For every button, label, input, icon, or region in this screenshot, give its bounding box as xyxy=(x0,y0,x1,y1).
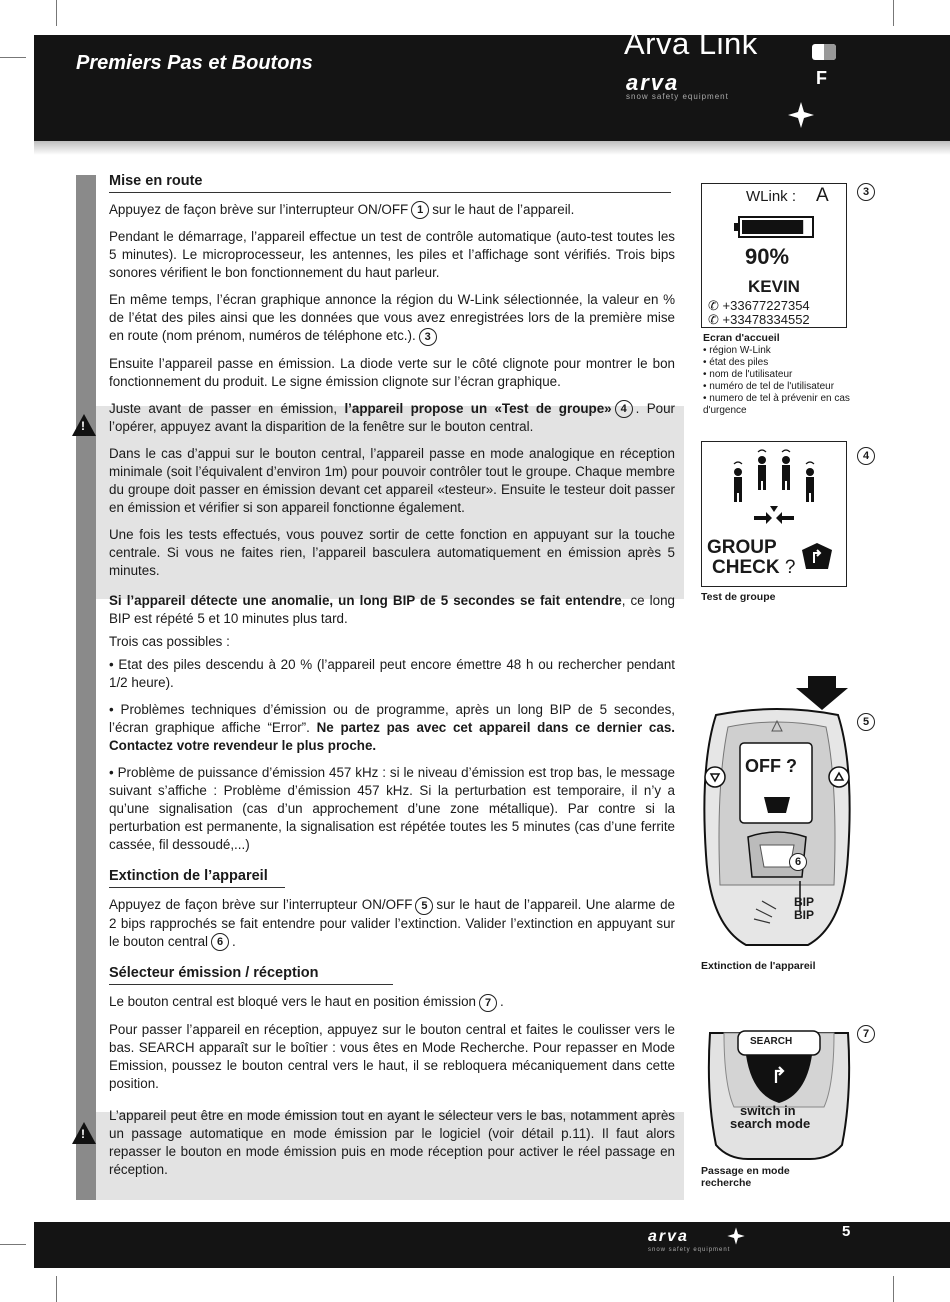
list-item: • nom de l'utilisateur xyxy=(703,369,853,381)
group-people-icon xyxy=(726,446,822,526)
paragraph: Appuyez de façon brève sur l’interrupteur ON/OFF 1 sur le haut de l’appareil. xyxy=(109,201,675,219)
phone-icon: ✆ xyxy=(708,298,719,313)
figure-caption: Passage en mode recherche xyxy=(701,1165,790,1189)
footer-tagline: snow safety equipment xyxy=(648,1247,731,1253)
list-item: • état des piles xyxy=(703,357,853,369)
switch-line2: search mode xyxy=(730,1116,811,1131)
warning-paragraph: Dans le cas d’appui sur le bouton central, l’appareil passe en mode analogique en réception minimale (soit l’équivalent d’environ 1m) pour pouvoir contrôler tout le groupe. Chaque membre du groupe doit passer en émission devant cet appareil «testeur». Ensuite le testeur doit passer en émission et vérifier si son appareil fonctionne également. xyxy=(109,446,675,516)
user-phone: ✆ +33677227354 xyxy=(708,298,810,313)
figure-caption: Test de groupe xyxy=(701,591,776,603)
footer-logo: arva xyxy=(648,1228,689,1245)
header-shadow xyxy=(34,141,950,155)
language-flag-icon xyxy=(812,44,836,60)
group-check-line2: CHECK ? xyxy=(712,557,796,578)
paragraph: • Problèmes techniques d’émission ou de programme, après un long BIP de 5 secondes, l’écran graphique affiche “Error”. Ne partez pas avec cet appareil dans ce dernier cas. Contactez votre revendeur le plus proche. xyxy=(109,702,675,754)
section-heading: Extinction de l’appareil xyxy=(109,867,285,888)
warning-paragraph: L’appareil peut être en mode émission tout en ayant le sélecteur vers le bas, notamment après un passage automatique en mode émission par le logiciel (voir détail p.11). Il faut alors repasser le bouton en mode émission puis en mode réception pour activer le réel passage en réception. xyxy=(109,1107,675,1177)
home-screen-legend xyxy=(703,345,853,417)
main-content xyxy=(109,172,675,1188)
list-item: • numero de tel à prévenir en cas d'urgence xyxy=(703,393,853,417)
paragraph: Si l’appareil détecte une anomalie, un long BIP de 5 secondes se fait entendre, ce long BIP est répété 5 et 10 minutes plus tard. xyxy=(109,593,675,627)
list-item: • région W-Link xyxy=(703,345,853,357)
page-number: 5 xyxy=(842,1223,851,1240)
figure-number: 6 xyxy=(789,853,807,871)
left-margin-bar xyxy=(76,175,96,1200)
battery-percent: 90% xyxy=(745,244,790,269)
page-footer xyxy=(34,1222,950,1268)
bip-label: BIP xyxy=(794,895,815,909)
crop-mark xyxy=(56,0,57,26)
phone-icon: ✆ xyxy=(708,312,719,327)
figure-number: 7 xyxy=(857,1025,875,1043)
paragraph: Trois cas possibles : xyxy=(109,634,230,650)
battery-icon xyxy=(734,215,814,239)
crop-mark xyxy=(893,0,894,26)
figure-number: 5 xyxy=(857,713,875,731)
header-tagline: snow safety equipment xyxy=(626,92,729,101)
warning-paragraph: Juste avant de passer en émission, l’appareil propose un «Test de groupe» 4 . Pour l’opérer, appuyez avant la disparition de la fenêtre sur le bouton central. xyxy=(109,400,675,435)
section-heading: Mise en route xyxy=(109,172,671,193)
switch-line1: switch in xyxy=(740,1103,796,1118)
device-display-text: OFF ? xyxy=(745,756,797,776)
emergency-phone: ✆ +33478334552 xyxy=(708,312,810,327)
paragraph: Appuyez de façon brève sur l’interrupteur ON/OFF 5 sur le haut de l’appareil. Une alarme de 2 bips rapprochés se fait entendre pour valider l’extinction. Valider l’extinction en appuyant sur le bouton central 6 . xyxy=(109,896,675,951)
crop-mark xyxy=(56,1276,57,1302)
user-name: KEVIN xyxy=(748,277,800,296)
wlink-region: A xyxy=(816,185,829,206)
section-heading: Sélecteur émission / réception xyxy=(109,964,393,985)
crop-mark xyxy=(893,1276,894,1302)
language-code: F xyxy=(816,68,827,88)
paragraph: Pendant le démarrage, l’appareil effectue un test de contrôle automatique (auto-test toutes les 5 minutes). Le microprocesseur, les antennes, les piles et l’affichage sont vérifiés. Trois bips sonores vérifient le bon fonctionnement du haut parleur. xyxy=(109,229,675,281)
arva-star-icon xyxy=(726,1226,746,1246)
warning-paragraph: Une fois les tests effectués, vous pouvez sortir de cette fonction en appuyant sur la touche centrale. Si vous ne faites rien, l’appareil basculera automatiquement en émission après 5 minutes. xyxy=(109,527,675,579)
paragraph: • Problème de puissance d’émission 457 kHz : si le niveau d’émission est trop bas, le message suivant s’affiche : Problème d’émission 457 kHz. Si la perturbation est temporaire, il n’y a qu’une signalisation (cas d’un approchement d’une zone métallique). Par contre si la perturbation est permanente, la signalisation est répétée toutes les 5 minutes (cas d’une ferrite cassée, fil dessoudé,...) xyxy=(109,765,675,853)
figure-caption: Ecran d'accueil xyxy=(703,332,780,344)
bip-label: BIP xyxy=(794,908,815,922)
crop-mark xyxy=(0,57,26,58)
group-check-line1: GROUP xyxy=(707,537,777,558)
paragraph: Ensuite l’appareil passe en émission. La diode verte sur le côté clignote pour montrer le bon fonctionnement du produit. Le signe émission clignote sur l’écran graphique. xyxy=(109,355,675,389)
paragraph: Pour passer l’appareil en réception, appuyez sur le bouton central et faites le coulisser vers le bas. SEARCH apparaît sur le boîtier : vous êtes en Mode Recherche. Pour repasser en Mode Emission, poussez le bouton central vers le haut, il se rebloquera mécaniquement dans cette position. xyxy=(109,1021,675,1091)
paragraph: Le bouton central est bloqué vers le haut en position émission 7 . xyxy=(109,993,675,1011)
warning-icon: ! xyxy=(72,1122,96,1144)
page-title: Premiers Pas et Boutons xyxy=(76,52,313,74)
paragraph: • Etat des piles descendu à 20 % (l’appareil peut encore émettre 48 h ou rechercher pendant 1/2 heure). xyxy=(109,657,675,691)
warning-icon: ! xyxy=(72,414,96,436)
arva-logo: arva xyxy=(626,70,680,95)
brand-name: Arva Link® xyxy=(624,26,765,61)
wlink-label: WLink : xyxy=(746,188,797,205)
device-illustration xyxy=(698,705,856,955)
figure-number: 4 xyxy=(857,447,875,465)
figure-number: 3 xyxy=(857,183,875,201)
figure-caption: Extinction de l'appareil xyxy=(701,960,816,972)
arva-star-icon xyxy=(786,100,816,130)
list-item: • numéro de tel de l'utilisateur xyxy=(703,381,853,393)
paragraph: En même temps, l’écran graphique annonce la région du W-Link sélectionnée, la valeur en % de l’état des piles ainsi que les données que vous avez enregistrées lors de la première mise en route (nom prénom, numéros de téléphone etc.). 3 xyxy=(109,291,675,345)
search-label: SEARCH xyxy=(750,1036,793,1047)
crop-mark xyxy=(0,1244,26,1245)
central-button-icon xyxy=(800,541,834,575)
